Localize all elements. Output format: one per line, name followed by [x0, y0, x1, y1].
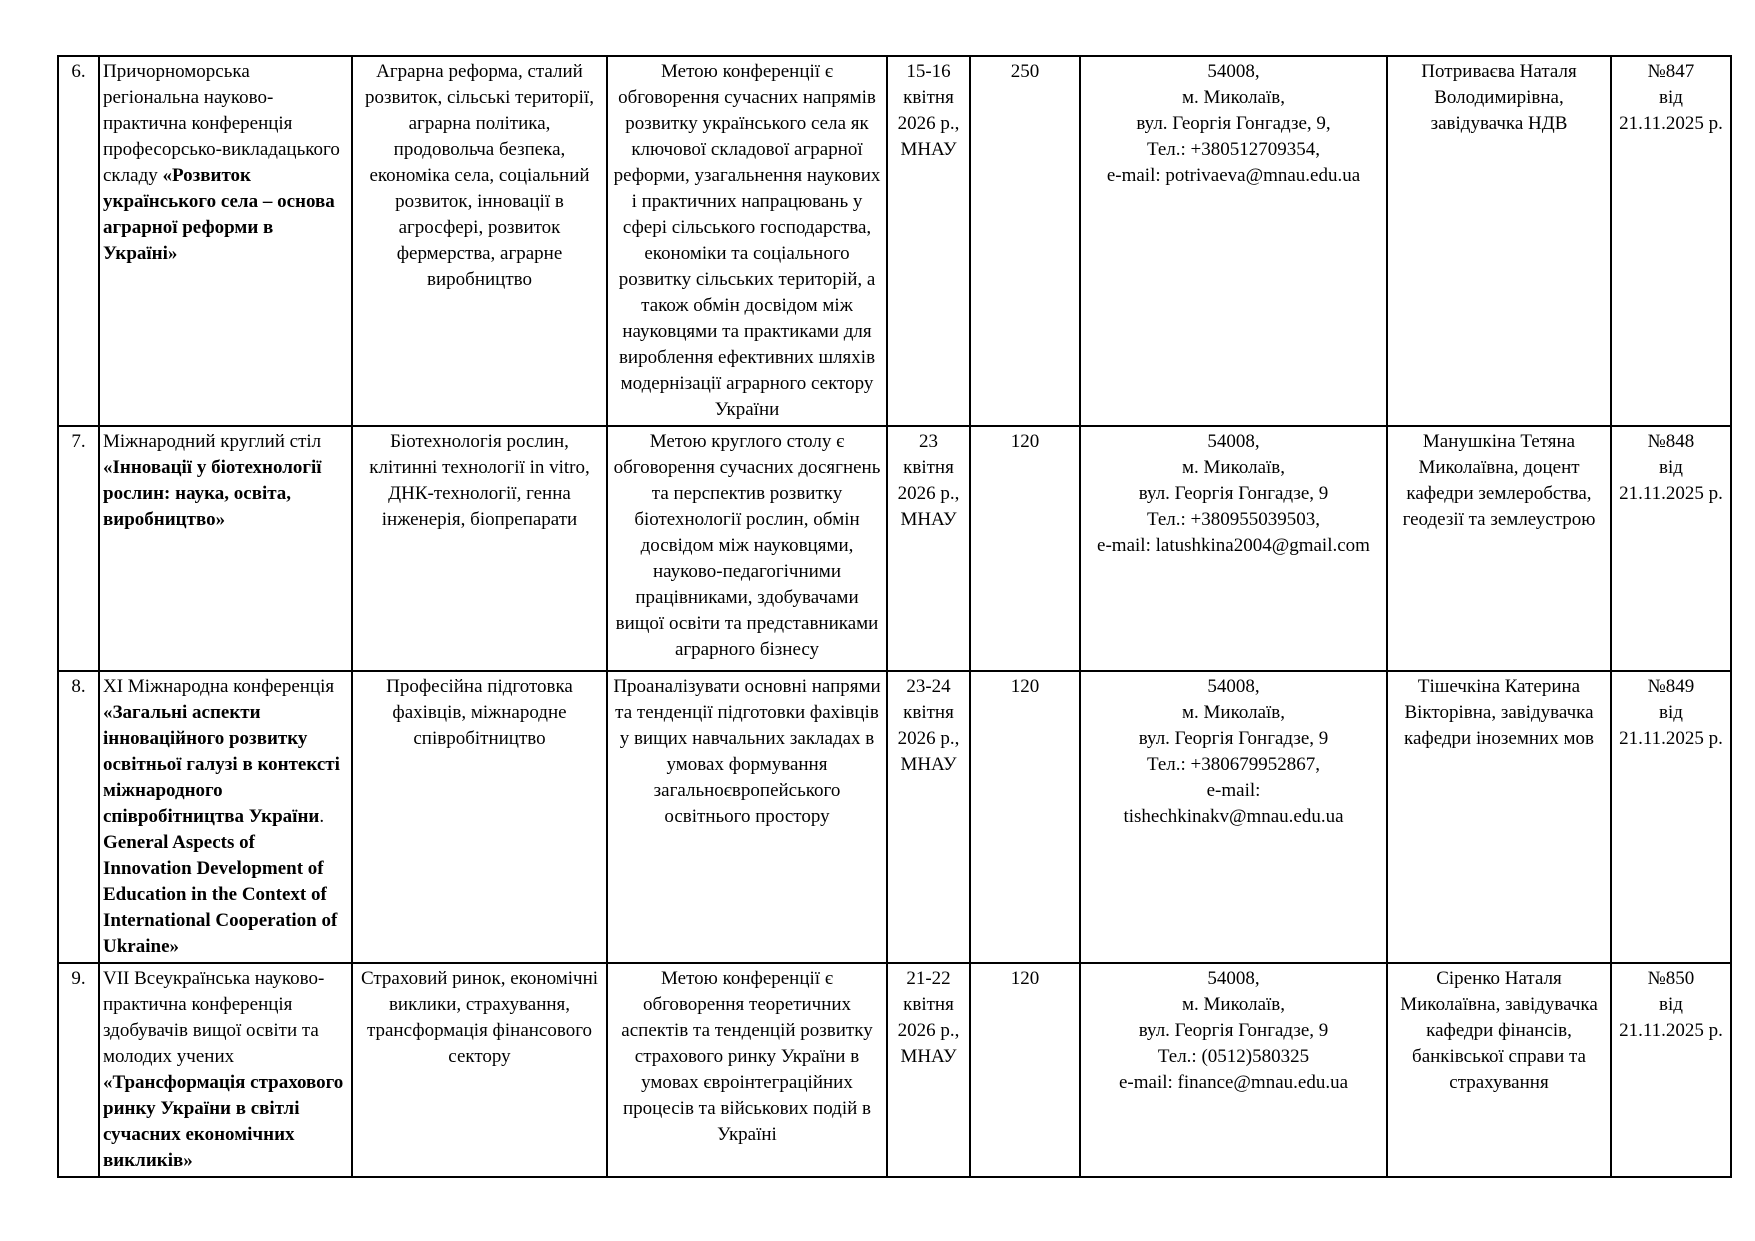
- table-row: [58, 963, 1731, 1177]
- doc-number-cell: №848 від 21.11.2025 р.: [1611, 426, 1731, 671]
- date-cell: 23-24 квітня 2026 р., МНАУ: [887, 671, 970, 963]
- date-cell: 15-16 квітня 2026 р., МНАУ: [887, 56, 970, 426]
- date-cell: 21-22 квітня 2026 р., МНАУ: [887, 963, 970, 1177]
- participants-cell: 120: [970, 963, 1080, 1177]
- topics-cell: Аграрна реформа, сталий розвиток, сільські території, аграрна політика, продовольча безпека, економіка села, соціальний розвиток, інновації в агросфері, розвиток фермерства, аграрне виробництво: [352, 56, 607, 426]
- address-cell: 54008, м. Миколаїв, вул. Георгія Гонгадзе, 9 Тел.: +380955039503, e-mail: latushkina2004@gmail.com: [1080, 426, 1387, 671]
- participants-cell: 120: [970, 671, 1080, 963]
- conference-name-text: .: [319, 806, 325, 827]
- conference-name-cell: [99, 671, 352, 963]
- conference-name-cell: [99, 56, 352, 426]
- conference-name-text: Причорноморська регіональна науково-практична конференція професорсько-викладацького складу: [103, 61, 340, 186]
- purpose-cell: Метою круглого столу є обговорення сучасних досягнень та перспектив розвитку біотехнології рослин, обмін досвідом між науковцями, науково-педагогічними працівниками, здобувачами вищої освіти та представниками аграрного бізнесу: [607, 426, 887, 671]
- participants-cell: 250: [970, 56, 1080, 426]
- row-number-cell: 9.: [58, 963, 99, 1177]
- contact-person-cell: Тішечкіна Катерина Вікторівна, завідувачка кафедри іноземних мов: [1387, 671, 1611, 963]
- topics-cell: Страховий ринок, економічні виклики, страхування, трансформація фінансового сектору: [352, 963, 607, 1177]
- contact-person-cell: Потриваєва Наталя Володимирівна, завідувачка НДВ: [1387, 56, 1611, 426]
- doc-number-cell: №849 від 21.11.2025 р.: [1611, 671, 1731, 963]
- contact-person-cell: Сіренко Наталя Миколаївна, завідувачка кафедри фінансів, банківської справи та страхування: [1387, 963, 1611, 1177]
- date-cell: 23 квітня 2026 р., МНАУ: [887, 426, 970, 671]
- address-cell: 54008, м. Миколаїв, вул. Георгія Гонгадзе, 9 Тел.: +380679952867, e-mail: tishechkinakv@mnau.edu.ua: [1080, 671, 1387, 963]
- topics-cell: Професійна підготовка фахівців, міжнародне співробітництво: [352, 671, 607, 963]
- purpose-cell: Проаналізувати основні напрями та тенденції підготовки фахівців у вищих навчальних закладах в умовах формування загальноєвропейського освітнього простору: [607, 671, 887, 963]
- conference-name-text: ХІ Міжнародна конференція: [103, 676, 335, 697]
- table-row: [58, 56, 1731, 426]
- conference-title-bold: General Aspects of Innovation Development of Education in the Context of International Cooperation of Ukraine»: [103, 832, 338, 957]
- conference-title-bold: «Розвиток українського села – основа аграрної реформи в Україні»: [103, 165, 335, 264]
- conference-name-text: VII Всеукраїнська науково-практична конференція здобувачів вищої освіти та молодих учених: [103, 968, 325, 1067]
- conference-name-cell: [99, 426, 352, 671]
- conference-name-cell: [99, 963, 352, 1177]
- row-number-cell: 8.: [58, 671, 99, 963]
- table-body: [58, 56, 1731, 1177]
- conference-title-bold: «Загальні аспекти інноваційного розвитку освітньої галузі в контексті міжнародного співробітництва України: [103, 702, 340, 827]
- conference-title-bold: «Інновації у біотехнології рослин: наука, освіта, виробництво»: [103, 457, 322, 530]
- doc-number-cell: №850 від 21.11.2025 р.: [1611, 963, 1731, 1177]
- purpose-cell: Метою конференції є обговорення теоретичних аспектів та тенденцій розвитку страхового ринку України в умовах євроінтеграційних процесів та військових подій в Україні: [607, 963, 887, 1177]
- contact-person-cell: Манушкіна Тетяна Миколаївна, доцент кафедри землеробства, геодезії та землеустрою: [1387, 426, 1611, 671]
- purpose-cell: Метою конференції є обговорення сучасних напрямів розвитку українського села як ключової складової аграрної реформи, узагальнення наукових і практичних напрацювань у сфері сільського господарства, економіки та соціального розвитку сільських територій, а також обмін досвідом між науковцями та практиками для вироблення ефективних шляхів модернізації аграрного сектору України: [607, 56, 887, 426]
- conference-table: [57, 55, 1732, 1178]
- doc-number-cell: №847 від 21.11.2025 р.: [1611, 56, 1731, 426]
- row-number-cell: 7.: [58, 426, 99, 671]
- table-row: [58, 671, 1731, 963]
- conference-name-text: Міжнародний круглий стіл: [103, 431, 322, 452]
- row-number-cell: 6.: [58, 56, 99, 426]
- table-row: [58, 426, 1731, 671]
- participants-cell: 120: [970, 426, 1080, 671]
- conference-title-bold: «Трансформація страхового ринку України в світлі сучасних економічних викликів»: [103, 1072, 344, 1171]
- topics-cell: Біотехнологія рослин, клітинні технології in vitro, ДНК-технології, генна інженерія, біопрепарати: [352, 426, 607, 671]
- address-cell: 54008, м. Миколаїв, вул. Георгія Гонгадзе, 9, Тел.: +380512709354, e-mail: potrivaeva@mnau.edu.ua: [1080, 56, 1387, 426]
- address-cell: 54008, м. Миколаїв, вул. Георгія Гонгадзе, 9 Тел.: (0512)580325 e-mail: finance@mnau.edu.ua: [1080, 963, 1387, 1177]
